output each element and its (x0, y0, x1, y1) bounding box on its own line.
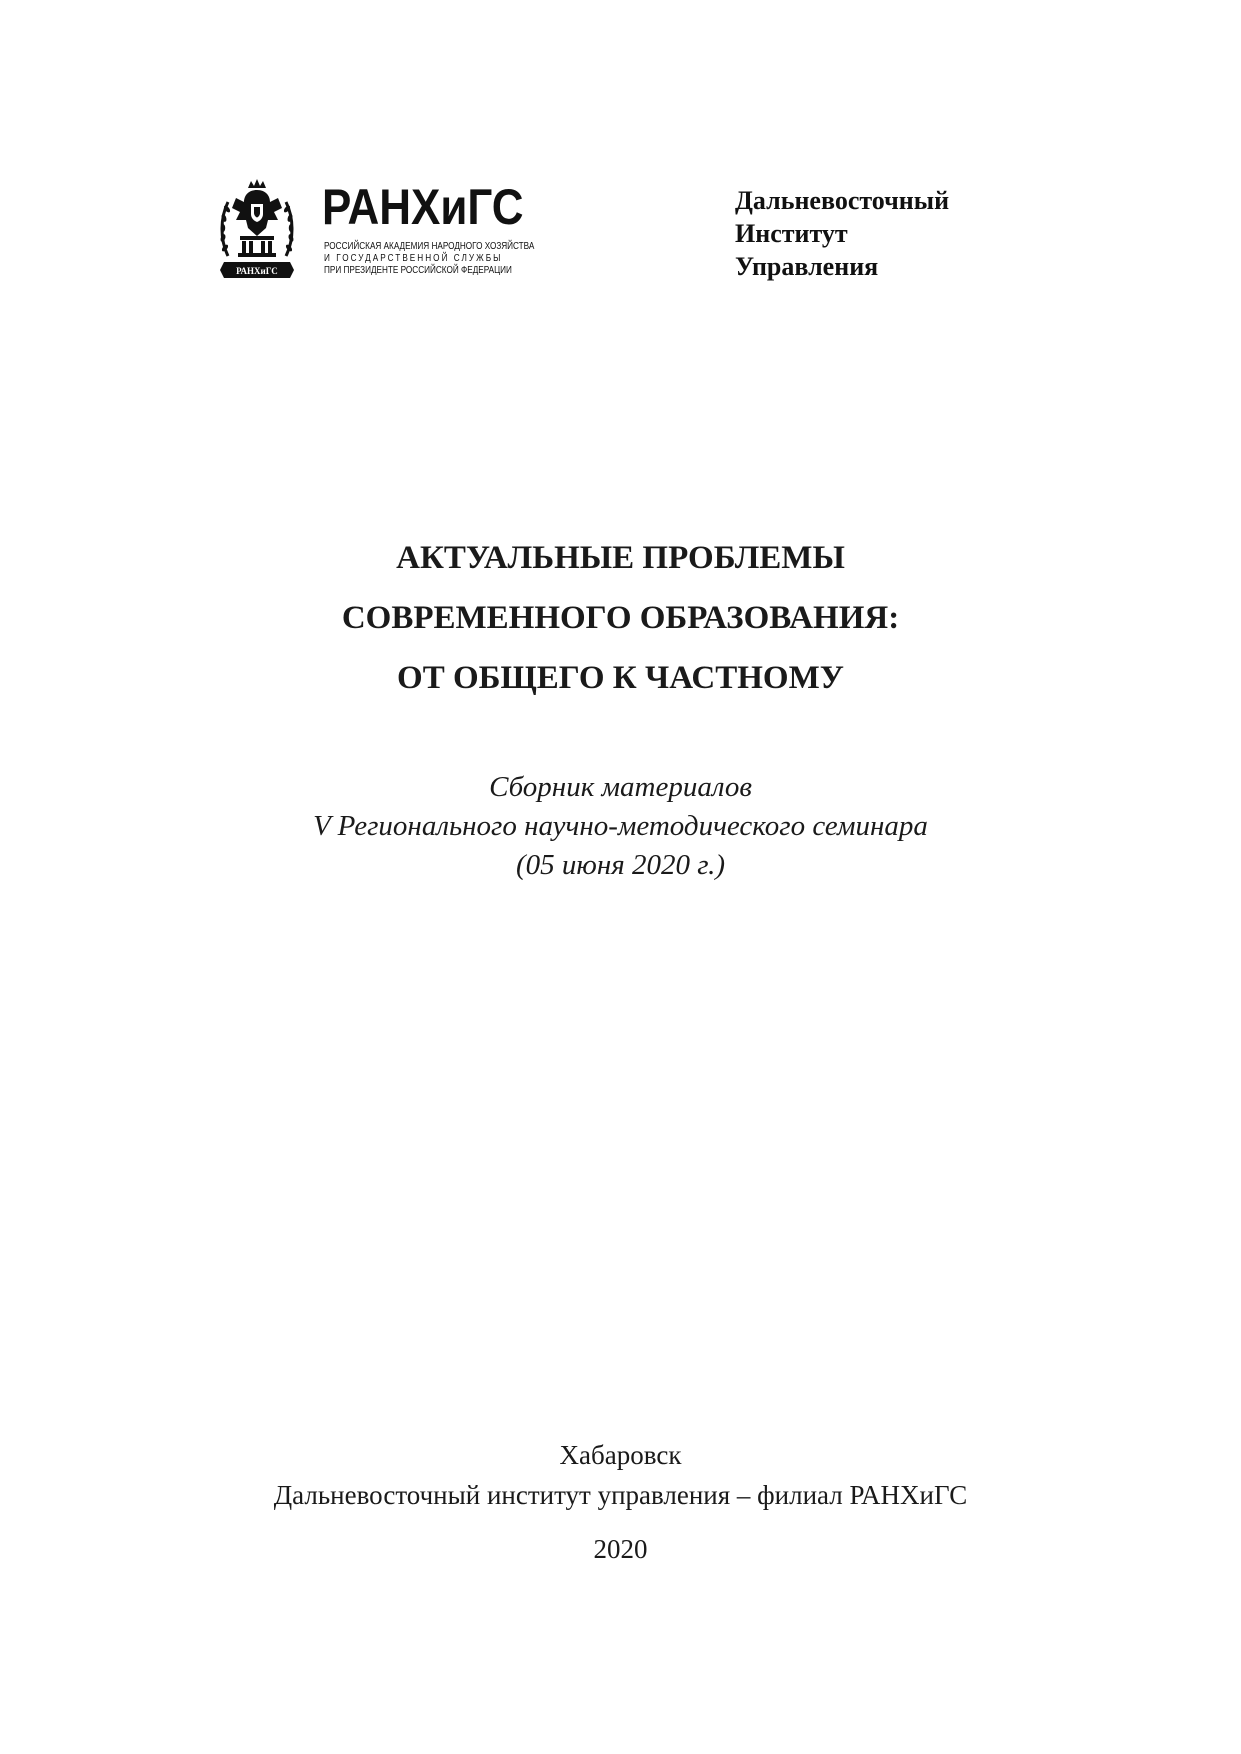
emblem-ribbon-text: РАНХиГС (236, 266, 278, 276)
title-line-2: СОВРЕМЕННОГО ОБРАЗОВАНИЯ: (341, 600, 900, 636)
subtitle-line-1: Сборник материалов (489, 771, 752, 803)
imprint-year: 2020 (593, 1534, 648, 1564)
academy-emblem-icon (218, 178, 296, 283)
document-subtitle (0, 768, 1241, 885)
institute-line-2: Институт (735, 219, 848, 248)
imprint-publisher: Дальневосточный институт управления – филиал РАНХиГС (273, 1480, 968, 1510)
title-line-1: АКТУАЛЬНЫЕ ПРОБЛЕМЫ (396, 540, 845, 576)
brand-line-2: И ГОСУДАРСТВЕННОЙ СЛУЖБЫ (324, 252, 503, 264)
institute-line-3: Управления (735, 252, 879, 281)
ranepa-logo (218, 178, 578, 283)
imprint-city: Хабаровск (559, 1440, 682, 1470)
subtitle-line-2: V Регионального научно-методического семинара (313, 810, 928, 842)
brand-line-3: ПРИ ПРЕЗИДЕНТЕ РОССИЙСКОЙ ФЕДЕРАЦИИ (324, 264, 512, 276)
title-line-3: ОТ ОБЩЕГО К ЧАСТНОМУ (397, 660, 844, 696)
institute-line-1: Дальневосточный (735, 186, 950, 215)
brand-name: РАНХиГС (322, 179, 524, 235)
document-title (0, 528, 1241, 708)
subtitle-line-3: (05 июня 2020 г.) (515, 849, 726, 881)
institute-name (735, 184, 949, 283)
brand-subtitle (324, 240, 574, 276)
imprint (0, 1435, 1241, 1569)
brand-line-1: РОССИЙСКАЯ АКАДЕМИЯ НАРОДНОГО ХОЗЯЙСТВА (324, 240, 535, 252)
